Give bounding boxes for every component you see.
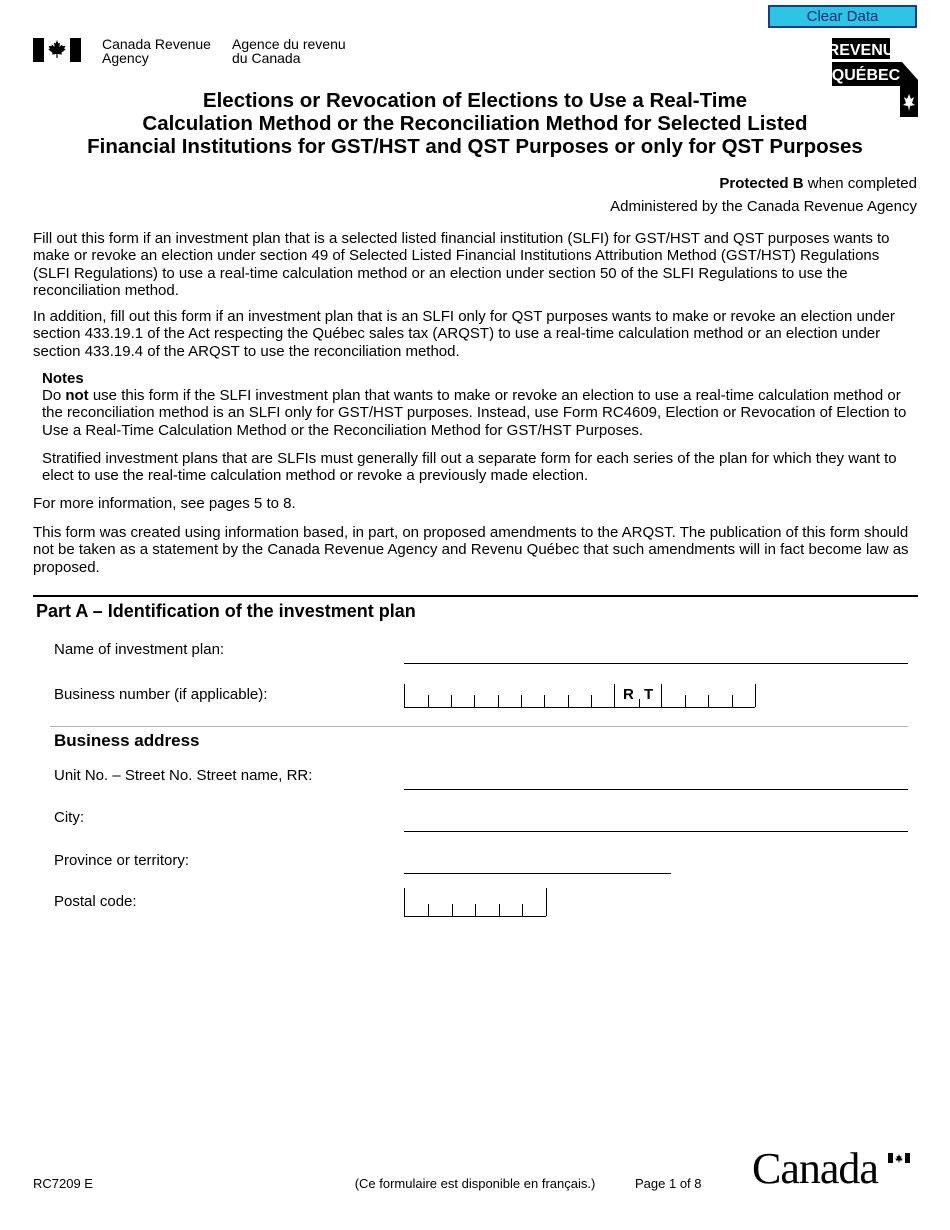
amendments-paragraph: This form was created using information based, in part, on proposed amendments to the ARQST. The publication of this form should not be taken as a statement by the Canada Revenue Agency and Revenu Québec that such amendments will in fact become law as proposed. <box>33 524 909 576</box>
bn-t-letter: T <box>644 686 654 703</box>
city-input[interactable] <box>404 831 908 832</box>
business-address-heading: Business address <box>54 731 200 750</box>
notes-p1-a: Do <box>42 387 66 404</box>
street-address-input[interactable] <box>404 789 908 790</box>
title-line1: Elections or Revocation of Elections to Use a Real-Time <box>202 89 748 112</box>
business-number-rt-label <box>614 684 662 708</box>
investment-plan-name-input[interactable] <box>404 663 908 664</box>
protected-rest: when completed <box>803 175 917 192</box>
title-line3: Financial Institutions for GST/HST and QST Purposes or only for QST Purposes <box>87 135 863 158</box>
business-number-label: Business number (if applicable): <box>54 686 268 703</box>
business-number-input[interactable] <box>404 684 614 708</box>
notes-p1-bold: not <box>65 387 89 404</box>
notes-p1-b: use this form if the SLFI investment plan that wants to make or revoke an election to use a real-time calculation method or the reconciliation method is an SLFI only for GST/HST purposes. Instead, use Form RC4609, Election or Revocation of Election to Use a Real-Time Calculation Method or the Reconciliation Method for GST/HST Purposes. <box>42 387 907 439</box>
notes-heading: Notes <box>42 370 84 387</box>
intro-paragraph-2: In addition, fill out this form if an investment plan that is an SLFI only for QST purposes wants to make or revoke an election under section 433.19.1 of the Act respecting the Québec sales tax (ARQST) to use a real-time calculation method or an election under section 433.19.4 of the ARQST to use the reconciliation method. <box>33 308 895 360</box>
more-info-paragraph: For more information, see pages 5 to 8. <box>33 495 296 512</box>
agency-fr-line2: du Canada <box>232 50 301 66</box>
intro-paragraph-1: Fill out this form if an investment plan that is a selected listed financial institution (SLFI) for GST/HST and QST purposes wants to make or revoke an election under section 49 of Selected Listed Financial Institutions Attribution Method (GST/HST) Regulations (SLFI Regulations) to use a real-time calculation method or an election under section 50 of the SLFI Regulations to use the reconciliation method. <box>33 230 890 299</box>
part-a-title: Part A – Identification of the investment plan <box>36 601 416 621</box>
administered-by: Administered by the Canada Revenue Agency <box>610 198 917 215</box>
agency-en-line2: Agency <box>102 50 149 66</box>
protected-bold: Protected B <box>719 175 804 192</box>
wordmark-flag-icon <box>888 1150 910 1160</box>
agency-name-french <box>232 37 362 65</box>
agency-fr-line1: Agence du revenu <box>232 36 346 52</box>
province-label: Province or territory: <box>54 852 190 869</box>
bn-r-letter: R <box>623 686 634 703</box>
page-number: Page 1 of 8 <box>635 1176 702 1191</box>
business-number-account-input[interactable] <box>661 684 755 708</box>
protected-b-notice <box>500 175 917 192</box>
part-a-divider <box>33 595 918 597</box>
postal-code-label: Postal code: <box>54 893 137 910</box>
french-availability-note: (Ce formulaire est disponible en français.) <box>354 1176 596 1191</box>
notes-paragraph-1 <box>42 387 918 439</box>
form-title <box>30 89 920 158</box>
section-divider <box>50 726 908 727</box>
canada-flag-icon <box>33 38 81 62</box>
form-code: RC7209 E <box>33 1176 93 1191</box>
rq-logo-line1: REVENU <box>832 42 895 59</box>
agency-en-line1: Canada Revenue <box>102 36 211 52</box>
agency-name-english <box>102 37 222 65</box>
clear-data-button[interactable]: Clear Data <box>768 5 917 28</box>
canada-wordmark: Canada <box>752 1144 878 1193</box>
province-input[interactable] <box>404 873 671 874</box>
postal-code-input[interactable] <box>404 888 546 917</box>
title-line2: Calculation Method or the Reconciliation Method for Selected Listed <box>142 112 808 135</box>
rq-logo-line2: QUÉBEC <box>832 67 901 84</box>
street-address-label: Unit No. – Street No. Street name, RR: <box>54 767 313 784</box>
city-label: City: <box>54 809 84 826</box>
investment-plan-name-label: Name of investment plan: <box>54 641 225 658</box>
notes-paragraph-2: Stratified investment plans that are SLFIs must generally fill out a separate form for each series of the plan for which they want to elect to use the real-time calculation method or revoke a previously made election. <box>42 450 897 485</box>
